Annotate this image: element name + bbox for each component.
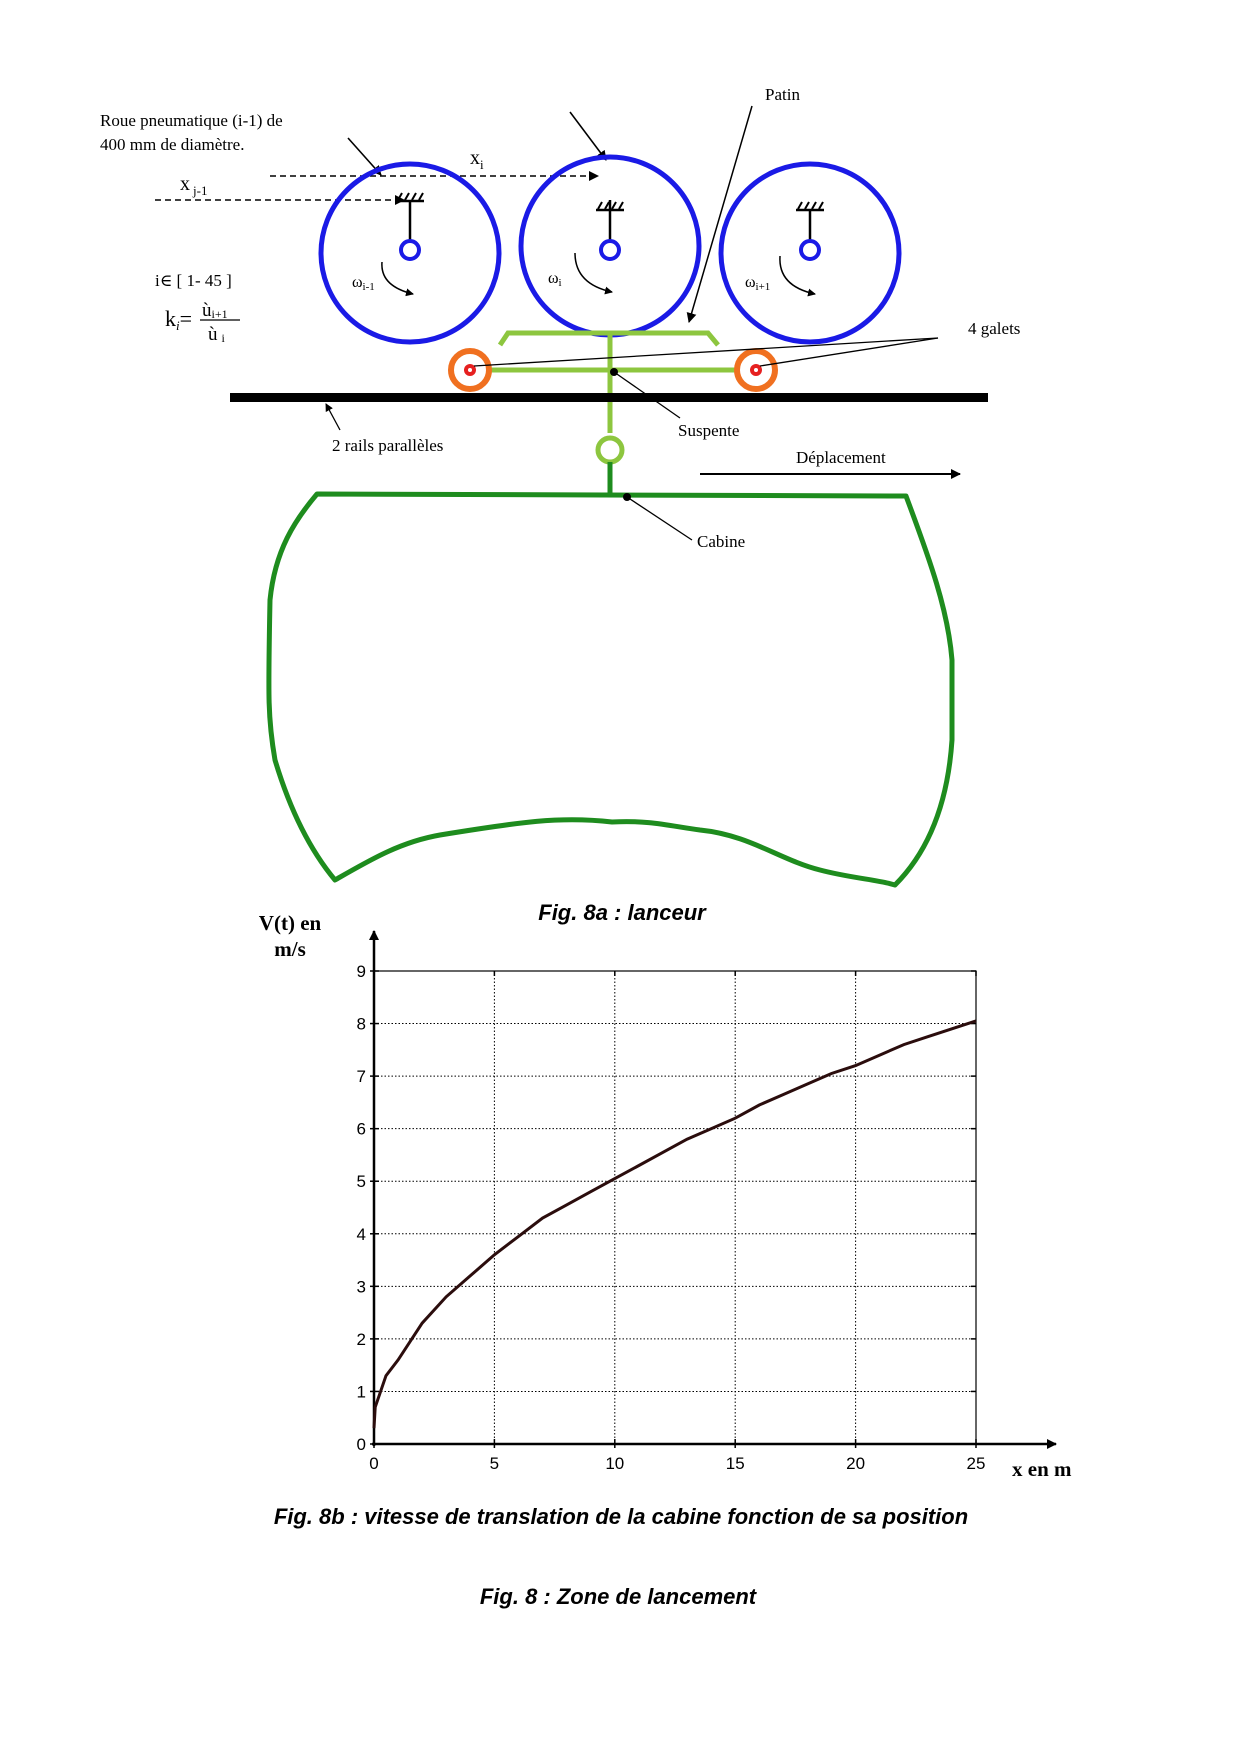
chart-xlabel: x en m [1012,1457,1072,1481]
chart-axes [372,931,1056,1446]
cabin-outline [269,494,952,885]
cabine-label: Cabine [697,532,746,551]
y-tick-label: 7 [356,1067,366,1087]
y-tick-label: 3 [356,1277,366,1297]
galets-pointer-1 [474,338,938,366]
rails-pointer [326,404,340,430]
velocity-chart [259,911,1072,1481]
y-tick-label: 6 [356,1119,366,1139]
caption-fig8b: Fig. 8b : vitesse de translation de la cabine fonction de sa position [273,1504,969,1529]
xim1-label: x $_{j-1}$ [180,173,208,198]
cabine-pointer [627,497,692,540]
y-tick-label: 9 [356,962,366,981]
patin-pointer [689,106,752,322]
index-range: i∈ [ 1- 45 ] [155,271,232,290]
velocity-series-line [374,1021,976,1428]
wheel-left [321,164,499,342]
rail [230,393,988,402]
launcher-diagram [100,85,1020,885]
wheel-right [721,164,899,342]
wheel-label-line2: 400 mm de diamètre. [100,135,245,154]
wheel-pointer-mid [570,112,606,160]
omega-left: ωi-1 [352,274,375,293]
deplacement-label: Déplacement [796,448,886,467]
patin-label: Patin [765,85,800,104]
rotation-arrow-right [780,256,815,294]
y-tick-label: 4 [356,1224,366,1244]
chart-ticks [357,962,986,1473]
galets-pointer-2 [760,338,938,366]
suspente-pivot [598,438,622,462]
x-tick-label: 5 [489,1454,500,1473]
x-tick-label: 25 [966,1454,986,1473]
ratio-lhs: ki= [165,306,193,333]
x-tick-label: 20 [846,1454,866,1473]
rotation-arrow-left [382,262,413,294]
galet-right [737,351,775,389]
caption-fig8: Fig. 8 : Zone de lancement [479,1584,757,1609]
omega-mid: ωi [548,270,562,289]
y-tick-label: 8 [356,1014,366,1034]
x-tick-label: 0 [369,1454,379,1473]
y-tick-label: 0 [356,1435,366,1454]
y-tick-label: 2 [356,1329,366,1349]
rails-label: 2 rails parallèles [332,436,444,455]
chart-ylabel-line1: V(t) en [258,911,322,935]
xi-label: $x_i$ [470,147,484,172]
y-tick-label: 1 [356,1382,366,1402]
galets-label: 4 galets [968,319,1021,338]
chart-frame [374,971,976,1444]
caption-fig8a: Fig. 8a : lanceur [538,900,706,925]
chart-ylabel-line2: m/s [274,937,306,961]
ratio-numerator: ùi+1 [202,300,228,321]
chart-grid [374,971,976,1444]
omega-right: ωi+1 [745,274,771,293]
x-tick-label: 10 [605,1454,625,1473]
wheel-label-line1: Roue pneumatique (i-1) de [100,111,283,130]
ratio-denominator: ùi [208,324,225,345]
suspente-label: Suspente [678,421,740,440]
galet-left [451,351,489,389]
wheel-mid [521,157,699,335]
x-tick-label: 15 [725,1454,745,1473]
y-tick-label: 5 [356,1172,366,1192]
